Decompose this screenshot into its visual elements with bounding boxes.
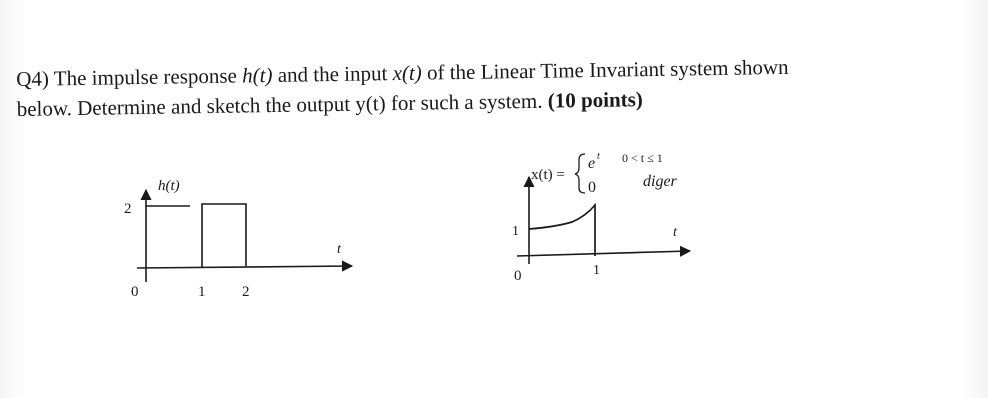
x-case1-value: e <box>588 155 596 172</box>
h-origin-label: 0 <box>131 284 139 300</box>
x-horizontal-axis <box>517 251 690 256</box>
h-label: h(t) <box>158 178 180 194</box>
x-case2-condition: diger <box>643 173 677 190</box>
input-symbol: x(t) <box>392 60 422 86</box>
x-case2-value: 0 <box>588 179 596 196</box>
input-signal-plot <box>512 151 690 284</box>
impulse-response-symbol: h(t) <box>241 62 273 88</box>
question-text-part: below. Determine and sketch the output y(t) for such a system. <box>16 88 543 121</box>
x-origin-label: 0 <box>514 268 522 284</box>
h-segment-pulse <box>202 204 246 268</box>
x-x-tick: 1 <box>593 263 600 278</box>
h-y-tick: 2 <box>124 201 132 217</box>
question-number: Q4) <box>16 66 50 91</box>
x-axis-label: t <box>673 225 677 240</box>
piecewise-brace <box>575 154 585 193</box>
question-text-part: The impulse response <box>53 63 238 91</box>
h-x-tick: 2 <box>242 284 250 300</box>
h-horizontal-axis <box>137 266 352 268</box>
x-label: x(t) = <box>531 167 565 183</box>
x-case1-exponent: t <box>597 151 600 162</box>
points-label: (10 points) <box>547 87 644 113</box>
h-x-tick: 1 <box>198 284 206 300</box>
impulse-response-plot <box>124 178 352 300</box>
x-signal-curve <box>529 205 595 256</box>
x-case1-condition: 0 < t ≤ 1 <box>622 151 663 165</box>
h-axis-label: t <box>337 242 341 257</box>
question-text-part: of the Linear Time Invariant system shown <box>426 54 789 85</box>
question-text-part: and the input <box>277 61 388 87</box>
x-y-tick: 1 <box>512 224 519 239</box>
